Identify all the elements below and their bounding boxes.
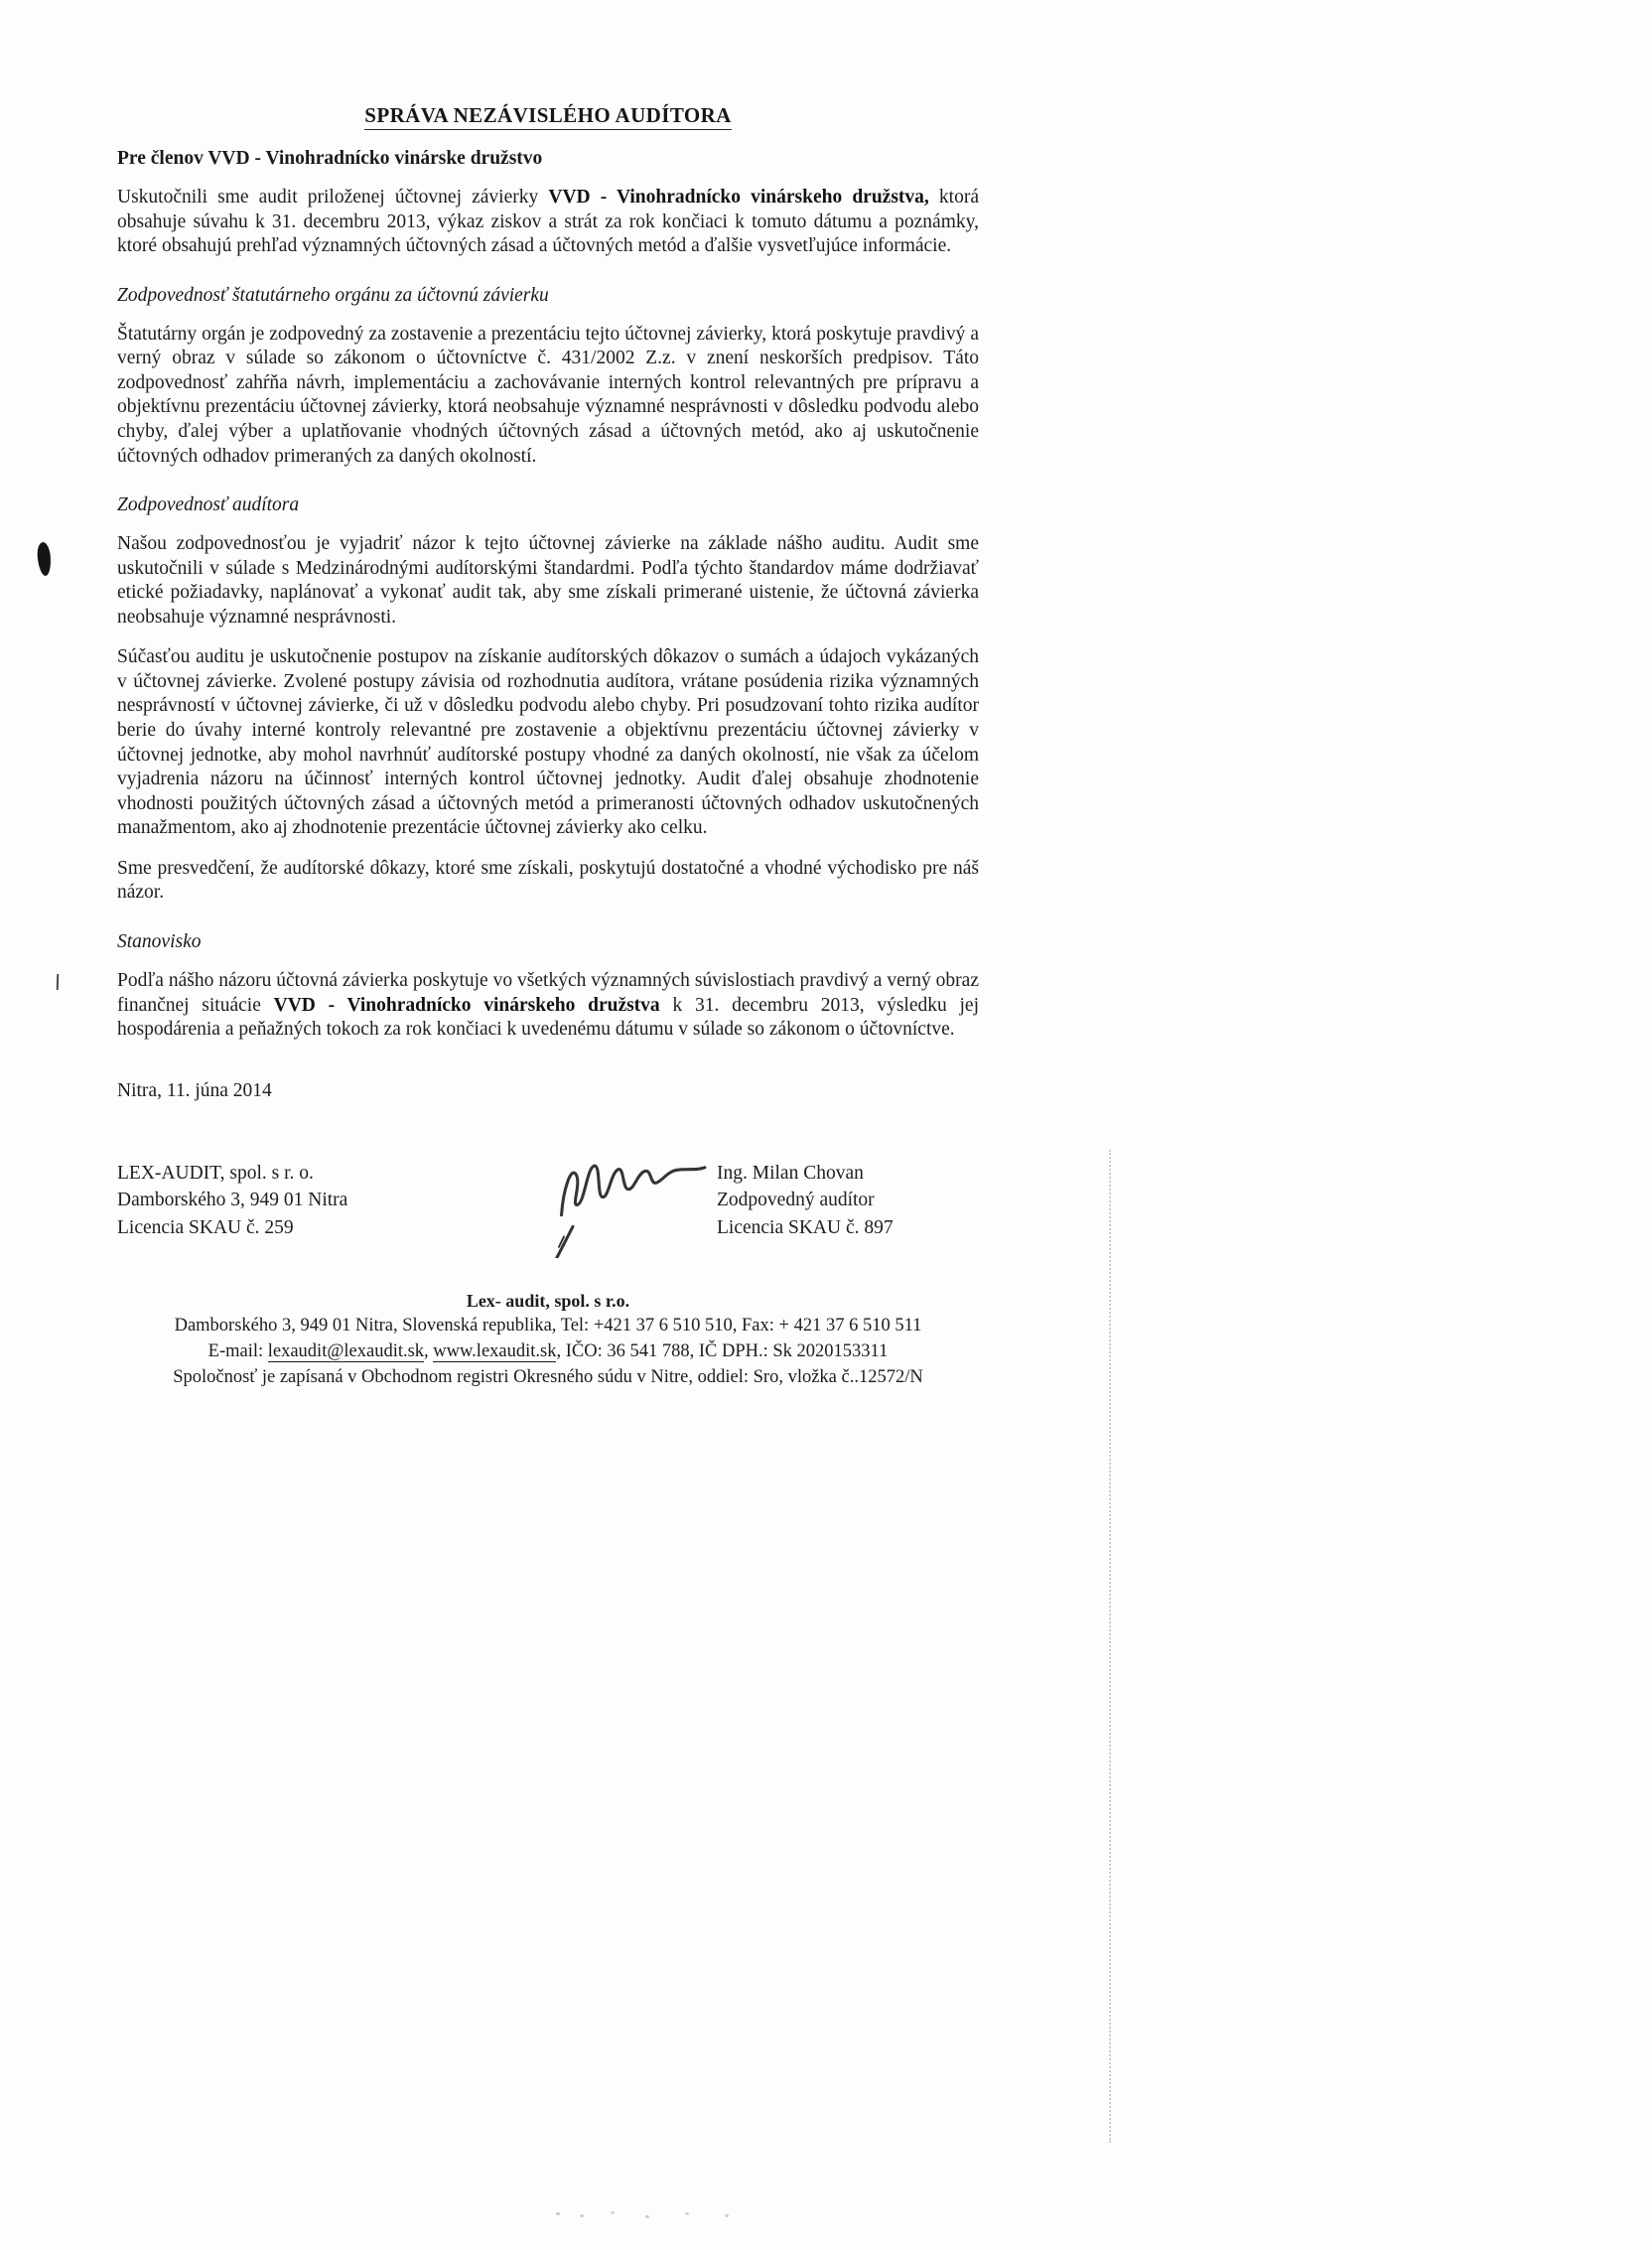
opinion-text-after: k 31. decembru 2013, výsledku jej hospodárenia a peňažných tokoch za rok končiaci k uvedenému dátumu v súlade so zákonom o účtovníctve. (117, 994, 979, 1041)
footer-registration-numbers: , IČO: 36 541 788, IČ DPH.: Sk 2020153311 (556, 1340, 889, 1361)
footer-email-link[interactable]: lexaudit@lexaudit.sk (267, 1340, 425, 1361)
responsible-auditor-block (717, 1160, 894, 1242)
page-title (117, 103, 979, 128)
letterhead-footer (117, 1289, 979, 1391)
date-place-line: Nitra, 11. júna 2014 (117, 1079, 272, 1101)
opinion-paragraph (117, 969, 979, 1043)
auditor-paragraph-3: Sme presvedčení, že audítorské dôkazy, ktoré sme získali, poskytujú dostatočné a vhodné východisko pre náš názor. (117, 857, 979, 904)
dotted-line-artifact (1109, 1150, 1111, 2143)
auditor-responsibility-heading: Zodpovednosť audítora (117, 494, 300, 516)
footer-company-name: Lex- audit, spol. s r.o. (466, 1290, 630, 1311)
management-responsibility-heading: Zodpovednosť štatutárneho orgánu za účtovnú závierku (117, 284, 549, 306)
auditor-name: Ing. Milan Chovan (717, 1162, 864, 1184)
firm-address: Damborského 3, 949 01 Nitra (117, 1190, 348, 1211)
opinion-text-before: Podľa nášho názoru účtovná závierka poskytuje vo všetkých významných súvislostiach pravdivý a verný obraz finančnej situácie (117, 969, 979, 1016)
audit-firm-block (117, 1160, 347, 1242)
auditor-licence: Licencia SKAU č. 897 (717, 1217, 894, 1238)
footer-registry-line: Spoločnosť je zapísaná v Obchodnom registri Okresného súdu v Nitre, oddiel: Sro, vložka č..12572/N (173, 1366, 923, 1387)
firm-licence: Licencia SKAU č. 259 (117, 1217, 294, 1238)
footer-website-link[interactable]: www.lexaudit.sk (433, 1340, 557, 1361)
document-content (117, 103, 979, 1390)
auditor-paragraph-2: Súčasťou auditu je uskutočnenie postupov na získanie audítorských dôkazov o sumách a údajoch vykázaných v účtovnej závierke. Zvolené postupy závisia od rozhodnutia audítora, vrátane posúdenia rizika významných nesprávností v účtovnej závierke, či už v dôsledku podvodu alebo chyby. Pri posudzovaní tohto rizika audítor berie do úvahy interné kontroly relevantné pre zostavenie a objektívnu prezentáciu účtovnej závierky v účtovnej jednotke, aby mohol navrhnúť audítorské postupy vhodné za daných okolností, nie však za účelom vyjadrenia názoru na účinnosť interných kontrol účtovnej jednotky. Audit ďalej obsahuje zhodnotenie vhodnosti použitých účtovných zásad a účtovných metód a primeranosti účtovných odhadov uskutočnených manažmentom, ako aj zhodnotenie prezentácie účtovnej závierky ako celku. (117, 646, 979, 839)
scan-mark-artifact (57, 974, 60, 990)
intro-text-after: ktorá obsahuje súvahu k 31. decembru 2013, výkaz ziskov a strát za rok končiaci k tomuto dátumu a poznámky, ktoré obsahujú prehľad významných účtovných zásad a účtovných metód a ďalšie vysvetľujúce informácie. (117, 187, 979, 257)
addressee-line: Pre členov VVD - Vinohradnícko vinárske družstvo (117, 148, 543, 169)
footer-email-label: E-mail: (207, 1340, 268, 1361)
opinion-heading: Stanovisko (117, 930, 202, 952)
handwritten-signature (542, 1134, 731, 1258)
intro-company-name: VVD - Vinohradnícko vinárskeho družstva, (548, 187, 929, 208)
scan-noise-artifact (556, 2212, 560, 2215)
footer-address-line: Damborského 3, 949 01 Nitra, Slovenská republika, Tel: +421 37 6 510 510, Fax: + 421 37 6 510 511 (174, 1315, 922, 1336)
intro-paragraph (117, 186, 979, 259)
footer-contacts-line (117, 1339, 979, 1365)
ink-blot-artifact (37, 541, 53, 576)
management-responsibility-paragraph: Štatutárny orgán je zodpovedný za zostavenie a prezentáciu tejto účtovnej závierky, ktorá poskytuje pravdivý a verný obraz v súlade so zákonom o účtovníctve č. 431/2002 Z.z. v znení neskorších predpisov. Táto zodpovednosť zahŕňa návrh, implementáciu a zachovávanie interných kontrol relevantných pre prípravu a objektívnu prezentáciu účtovnej závierky, ktorá neobsahuje významné nesprávnosti v dôsledku podvodu alebo chyby, ďalej výber a uplatňovanie vhodných účtovných zásad a účtovných metód, ako aj uskutočnenie účtovných odhadov primeraných za daných okolností. (117, 323, 979, 467)
opinion-company-name: VVD - Vinohradnícko vinárskeho družstva (273, 994, 660, 1016)
auditor-paragraph-1: Našou zodpovednosťou je vyjadriť názor k tejto účtovnej závierke na základe nášho auditu. Audit sme uskutočnili v súlade s Medzinárodnými audítorskými štandardmi. Podľa týchto štandardov máme dodržiavať etické požiadavky, naplánovať a vykonať audit tak, aby sme získali primerané uistenie, že účtovná závierka neobsahuje významné nesprávnosti. (117, 533, 979, 628)
footer-contacts-separator: , (424, 1340, 434, 1361)
page-title-text: SPRÁVA NEZÁVISLÉHO AUDÍTORA (364, 103, 731, 130)
intro-text-before: Uskutočnili sme audit priloženej účtovnej závierky (117, 187, 549, 208)
auditor-role: Zodpovedný audítor (717, 1190, 875, 1211)
firm-name: LEX-AUDIT, spol. s r. o. (117, 1162, 314, 1184)
signature-row (117, 1160, 979, 1259)
